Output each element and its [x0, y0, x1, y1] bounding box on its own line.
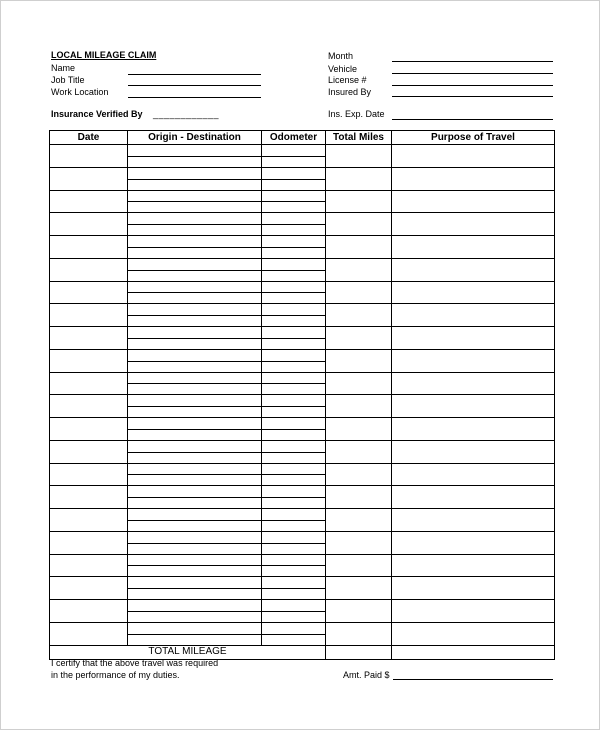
odometer-cell[interactable]: [262, 440, 326, 463]
date-cell[interactable]: [50, 213, 128, 236]
certify-line-1: I certify that the above travel was required: [51, 658, 219, 668]
cell-divider: [128, 315, 261, 316]
cell-divider: [262, 338, 325, 339]
total-miles-cell[interactable]: [326, 167, 392, 190]
col-header-purpose: Purpose of Travel: [392, 131, 555, 145]
cell-divider: [262, 452, 325, 453]
total-miles-cell[interactable]: [326, 281, 392, 304]
certify-line-2: in the performance of my duties.: [51, 670, 180, 680]
origin-destination-cell[interactable]: [128, 418, 262, 441]
purpose-cell[interactable]: [392, 372, 555, 395]
job-title-label: Job Title: [51, 75, 85, 85]
work-location-label: Work Location: [51, 87, 109, 97]
date-cell[interactable]: [50, 486, 128, 509]
odometer-cell[interactable]: [262, 531, 326, 554]
mileage-table: [49, 130, 555, 660]
origin-destination-cell[interactable]: [128, 486, 262, 509]
purpose-cell[interactable]: [392, 418, 555, 441]
origin-destination-cell[interactable]: [128, 349, 262, 372]
date-cell[interactable]: [50, 509, 128, 532]
odometer-cell[interactable]: [262, 622, 326, 645]
purpose-cell[interactable]: [392, 600, 555, 623]
col-header-odometer: Odometer: [262, 131, 326, 145]
license-label: License #: [328, 75, 367, 85]
work-location-line-2[interactable]: [128, 97, 261, 98]
table-row: [50, 349, 555, 372]
table-row: [50, 236, 555, 259]
name-label: Name: [51, 63, 76, 73]
insurance-verified-label: Insurance Verified By: [51, 109, 143, 119]
cell-divider: [128, 247, 261, 248]
cell-divider: [128, 565, 261, 566]
origin-destination-cell[interactable]: [128, 577, 262, 600]
cell-divider: [262, 292, 325, 293]
purpose-cell[interactable]: [392, 236, 555, 259]
origin-destination-cell[interactable]: [128, 327, 262, 350]
cell-divider: [128, 406, 261, 407]
col-header-date: Date: [50, 131, 128, 145]
total-miles-cell[interactable]: [326, 463, 392, 486]
total-mileage-value[interactable]: [326, 645, 392, 659]
table-row: [50, 304, 555, 327]
odometer-cell[interactable]: [262, 509, 326, 532]
cell-divider: [128, 270, 261, 271]
cell-divider: [128, 474, 261, 475]
purpose-cell[interactable]: [392, 486, 555, 509]
date-cell[interactable]: [50, 531, 128, 554]
odometer-cell[interactable]: [262, 167, 326, 190]
cell-divider: [262, 201, 325, 202]
cell-divider: [262, 429, 325, 430]
total-mileage-label: TOTAL MILEAGE: [50, 645, 326, 659]
purpose-cell[interactable]: [392, 349, 555, 372]
cell-divider: [262, 315, 325, 316]
cell-divider: [262, 611, 325, 612]
cell-divider: [128, 520, 261, 521]
purpose-cell[interactable]: [392, 281, 555, 304]
table-row: [50, 190, 555, 213]
date-cell[interactable]: [50, 349, 128, 372]
cell-divider: [262, 179, 325, 180]
purpose-cell[interactable]: [392, 190, 555, 213]
cell-divider: [128, 292, 261, 293]
insurance-verified-blank[interactable]: ____________: [153, 109, 220, 119]
origin-destination-cell[interactable]: [128, 440, 262, 463]
purpose-cell[interactable]: [392, 463, 555, 486]
total-miles-cell[interactable]: [326, 372, 392, 395]
odometer-cell[interactable]: [262, 236, 326, 259]
vehicle-line[interactable]: [392, 73, 553, 74]
table-row: [50, 281, 555, 304]
month-line[interactable]: [392, 61, 553, 62]
date-cell[interactable]: [50, 372, 128, 395]
table-row: [50, 577, 555, 600]
table-row: [50, 509, 555, 532]
table-row: [50, 463, 555, 486]
odometer-cell[interactable]: [262, 372, 326, 395]
work-location-line[interactable]: [128, 85, 261, 86]
purpose-cell[interactable]: [392, 213, 555, 236]
date-cell[interactable]: [50, 577, 128, 600]
date-cell[interactable]: [50, 145, 128, 168]
table-header-row: [50, 131, 555, 145]
total-miles-cell[interactable]: [326, 600, 392, 623]
purpose-cell[interactable]: [392, 440, 555, 463]
table-row: [50, 600, 555, 623]
origin-destination-cell[interactable]: [128, 395, 262, 418]
cell-divider: [128, 338, 261, 339]
total-miles-cell[interactable]: [326, 418, 392, 441]
origin-destination-cell[interactable]: [128, 213, 262, 236]
cell-divider: [128, 429, 261, 430]
purpose-cell[interactable]: [392, 258, 555, 281]
odometer-cell[interactable]: [262, 463, 326, 486]
table-row: [50, 395, 555, 418]
total-miles-cell[interactable]: [326, 622, 392, 645]
cell-divider: [128, 634, 261, 635]
total-miles-cell[interactable]: [326, 531, 392, 554]
cell-divider: [262, 247, 325, 248]
date-cell[interactable]: [50, 463, 128, 486]
table-row: [50, 554, 555, 577]
table-row: [50, 622, 555, 645]
odometer-cell[interactable]: [262, 554, 326, 577]
origin-destination-cell[interactable]: [128, 258, 262, 281]
total-miles-cell[interactable]: [326, 190, 392, 213]
cell-divider: [262, 565, 325, 566]
table-body: [50, 145, 555, 660]
date-cell[interactable]: [50, 418, 128, 441]
date-cell[interactable]: [50, 167, 128, 190]
date-cell[interactable]: [50, 327, 128, 350]
purpose-cell[interactable]: [392, 509, 555, 532]
total-miles-cell[interactable]: [326, 349, 392, 372]
date-cell[interactable]: [50, 258, 128, 281]
origin-destination-cell[interactable]: [128, 622, 262, 645]
cell-divider: [128, 156, 261, 157]
date-cell[interactable]: [50, 190, 128, 213]
cell-divider: [262, 406, 325, 407]
purpose-cell[interactable]: [392, 531, 555, 554]
odometer-cell[interactable]: [262, 577, 326, 600]
origin-destination-cell[interactable]: [128, 167, 262, 190]
total-miles-cell[interactable]: [326, 145, 392, 168]
cell-divider: [128, 497, 261, 498]
table-row: [50, 145, 555, 168]
origin-destination-cell[interactable]: [128, 463, 262, 486]
total-miles-cell[interactable]: [326, 258, 392, 281]
purpose-cell[interactable]: [392, 577, 555, 600]
cell-divider: [128, 224, 261, 225]
cell-divider: [128, 543, 261, 544]
odometer-cell[interactable]: [262, 395, 326, 418]
table-row: [50, 486, 555, 509]
amt-paid-line[interactable]: [393, 679, 553, 680]
odometer-cell[interactable]: [262, 145, 326, 168]
amt-paid-label: Amt. Paid $: [343, 670, 390, 680]
total-miles-cell[interactable]: [326, 304, 392, 327]
odometer-cell[interactable]: [262, 349, 326, 372]
col-header-origin-destination: Origin - Destination: [128, 131, 262, 145]
purpose-cell[interactable]: [392, 145, 555, 168]
origin-destination-cell[interactable]: [128, 281, 262, 304]
total-miles-cell[interactable]: [326, 509, 392, 532]
table-row: [50, 372, 555, 395]
cell-divider: [262, 383, 325, 384]
origin-destination-cell[interactable]: [128, 190, 262, 213]
form-title: LOCAL MILEAGE CLAIM: [51, 50, 157, 60]
total-miles-cell[interactable]: [326, 395, 392, 418]
total-miles-cell[interactable]: [326, 486, 392, 509]
cell-divider: [128, 179, 261, 180]
col-header-total-miles: Total Miles: [326, 131, 392, 145]
total-miles-cell[interactable]: [326, 327, 392, 350]
origin-destination-cell[interactable]: [128, 372, 262, 395]
total-miles-cell[interactable]: [326, 554, 392, 577]
table-row: [50, 440, 555, 463]
cell-divider: [262, 497, 325, 498]
insured-by-label: Insured By: [328, 87, 372, 97]
job-title-line[interactable]: [128, 74, 261, 75]
purpose-cell[interactable]: [392, 622, 555, 645]
cell-divider: [262, 634, 325, 635]
vehicle-label: Vehicle: [328, 64, 358, 74]
purpose-cell[interactable]: [392, 395, 555, 418]
odometer-cell[interactable]: [262, 190, 326, 213]
cell-divider: [262, 520, 325, 521]
total-purpose-cell: [392, 645, 555, 659]
cell-divider: [262, 474, 325, 475]
purpose-cell[interactable]: [392, 554, 555, 577]
month-label: Month: [328, 51, 354, 61]
cell-divider: [262, 156, 325, 157]
cell-divider: [262, 588, 325, 589]
total-miles-cell[interactable]: [326, 213, 392, 236]
odometer-cell[interactable]: [262, 304, 326, 327]
total-miles-cell[interactable]: [326, 440, 392, 463]
purpose-cell[interactable]: [392, 304, 555, 327]
cell-divider: [128, 611, 261, 612]
odometer-cell[interactable]: [262, 281, 326, 304]
cell-divider: [262, 361, 325, 362]
date-cell[interactable]: [50, 554, 128, 577]
cell-divider: [128, 588, 261, 589]
cell-divider: [128, 201, 261, 202]
table-row: [50, 167, 555, 190]
insured-by-line[interactable]: [392, 96, 553, 97]
cell-divider: [128, 452, 261, 453]
date-cell[interactable]: [50, 281, 128, 304]
purpose-cell[interactable]: [392, 167, 555, 190]
cell-divider: [128, 383, 261, 384]
table-row: [50, 531, 555, 554]
origin-destination-cell[interactable]: [128, 145, 262, 168]
odometer-cell[interactable]: [262, 327, 326, 350]
ins-exp-date-line[interactable]: [392, 119, 553, 120]
origin-destination-cell[interactable]: [128, 531, 262, 554]
origin-destination-cell[interactable]: [128, 304, 262, 327]
table-row: [50, 418, 555, 441]
odometer-cell[interactable]: [262, 258, 326, 281]
cell-divider: [262, 543, 325, 544]
date-cell[interactable]: [50, 440, 128, 463]
odometer-cell[interactable]: [262, 418, 326, 441]
ins-exp-date-label: Ins. Exp. Date: [328, 109, 385, 119]
date-cell[interactable]: [50, 622, 128, 645]
date-cell[interactable]: [50, 600, 128, 623]
date-cell[interactable]: [50, 395, 128, 418]
total-miles-cell[interactable]: [326, 577, 392, 600]
origin-destination-cell[interactable]: [128, 509, 262, 532]
origin-destination-cell[interactable]: [128, 554, 262, 577]
total-miles-cell[interactable]: [326, 236, 392, 259]
table-row: [50, 327, 555, 350]
total-mileage-row: [50, 645, 555, 659]
cell-divider: [128, 361, 261, 362]
date-cell[interactable]: [50, 304, 128, 327]
odometer-cell[interactable]: [262, 486, 326, 509]
odometer-cell[interactable]: [262, 600, 326, 623]
origin-destination-cell[interactable]: [128, 236, 262, 259]
license-line[interactable]: [392, 85, 553, 86]
odometer-cell[interactable]: [262, 213, 326, 236]
date-cell[interactable]: [50, 236, 128, 259]
cell-divider: [262, 224, 325, 225]
table-row: [50, 213, 555, 236]
cell-divider: [262, 270, 325, 271]
origin-destination-cell[interactable]: [128, 600, 262, 623]
purpose-cell[interactable]: [392, 327, 555, 350]
table-row: [50, 258, 555, 281]
